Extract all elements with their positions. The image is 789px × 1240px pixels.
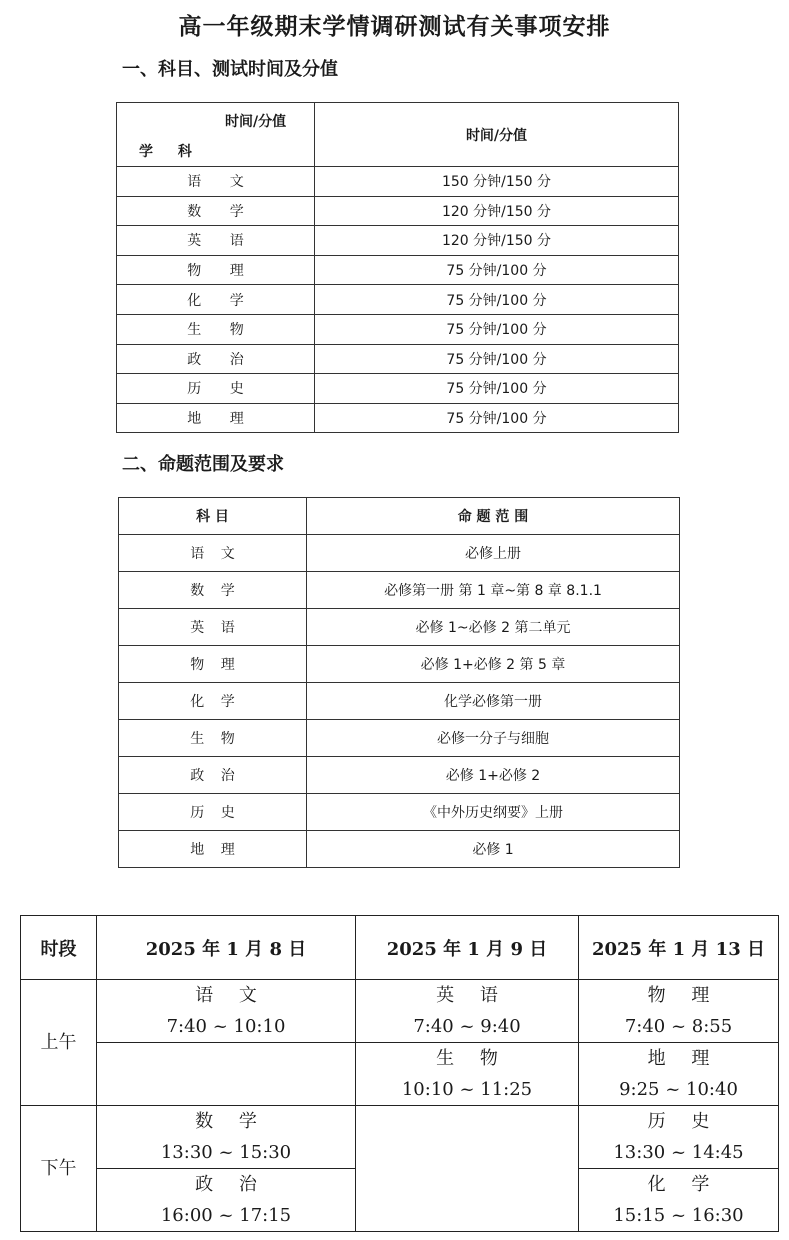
schedule-header-day3: 2025 年 1 月 13 日 xyxy=(579,916,779,980)
exam-time: 7:40 ~ 9:40 xyxy=(413,1016,521,1037)
exam-subject: 语 文 xyxy=(195,985,267,1006)
schedule-cell xyxy=(579,1106,779,1169)
table-row xyxy=(117,196,679,226)
subject-cell: 地 理 xyxy=(119,831,307,868)
value-cell: 75 分钟/100 分 xyxy=(315,374,679,404)
table-row xyxy=(119,609,680,646)
subject-cell: 英 语 xyxy=(119,609,307,646)
exam-subject: 政 治 xyxy=(195,1174,267,1195)
table-row xyxy=(119,535,680,572)
exam-subject: 数 学 xyxy=(195,1111,267,1132)
subject-cell: 政 治 xyxy=(117,344,315,374)
table-row xyxy=(119,720,680,757)
schedule-cell xyxy=(97,1106,356,1169)
exam-time: 16:00 ~ 17:15 xyxy=(160,1205,292,1226)
table-row xyxy=(117,344,679,374)
scope-cell: 必修 1+必修 2 第 5 章 xyxy=(307,646,680,683)
table-row xyxy=(21,1106,779,1169)
exam-time: 10:10 ~ 11:25 xyxy=(401,1079,533,1100)
period-afternoon: 下午 xyxy=(21,1106,97,1232)
table-row xyxy=(119,646,680,683)
table-row xyxy=(117,403,679,433)
schedule-header-day1: 2025 年 1 月 8 日 xyxy=(97,916,356,980)
subject-cell: 数 学 xyxy=(119,572,307,609)
table-row xyxy=(119,757,680,794)
table-row xyxy=(119,683,680,720)
subject-cell: 数 学 xyxy=(117,196,315,226)
table-row xyxy=(117,374,679,404)
scope-cell: 《中外历史纲要》上册 xyxy=(307,794,680,831)
exam-subject: 物 理 xyxy=(647,985,720,1006)
table1-header: 时间/分值 xyxy=(315,103,679,167)
scope-cell: 必修 1 xyxy=(307,831,680,868)
period-morning: 上午 xyxy=(21,980,97,1106)
table-row xyxy=(21,1043,779,1106)
subject-time-score-table xyxy=(116,102,679,433)
value-cell: 120 分钟/150 分 xyxy=(315,196,679,226)
section-heading-2: 二、命题范围及要求 xyxy=(122,454,284,475)
table-row xyxy=(21,980,779,1043)
schedule-cell xyxy=(579,1169,779,1232)
schedule-cell xyxy=(356,1043,579,1106)
subject-cell: 语 文 xyxy=(119,535,307,572)
schedule-cell xyxy=(97,980,356,1043)
table1-corner-bottom: 学 科 xyxy=(139,144,202,160)
table-row xyxy=(119,831,680,868)
schedule-cell xyxy=(579,980,779,1043)
table1-corner-top: 时间/分值 xyxy=(225,114,287,130)
subject-cell: 化 学 xyxy=(119,683,307,720)
value-cell: 75 分钟/100 分 xyxy=(315,255,679,285)
subject-cell: 物 理 xyxy=(117,255,315,285)
subject-cell: 英 语 xyxy=(117,226,315,256)
exam-scope-table xyxy=(118,497,680,868)
scope-cell: 必修 1+必修 2 xyxy=(307,757,680,794)
exam-subject: 英 语 xyxy=(436,985,508,1006)
subject-cell: 物 理 xyxy=(119,646,307,683)
exam-subject: 历 史 xyxy=(647,1111,720,1132)
table-row xyxy=(117,285,679,315)
exam-time: 9:25 ~ 10:40 xyxy=(619,1079,738,1100)
subject-cell: 语 文 xyxy=(117,167,315,197)
subject-cell: 历 史 xyxy=(117,374,315,404)
table-row xyxy=(119,572,680,609)
exam-schedule-table xyxy=(20,915,779,1232)
schedule-cell-empty xyxy=(97,1043,356,1106)
exam-time: 15:15 ~ 16:30 xyxy=(613,1205,744,1226)
scope-cell: 必修第一册 第 1 章~第 8 章 8.1.1 xyxy=(307,572,680,609)
exam-time: 7:40 ~ 10:10 xyxy=(166,1016,286,1037)
schedule-cell xyxy=(97,1169,356,1232)
table1-corner-cell xyxy=(117,103,315,167)
subject-cell: 地 理 xyxy=(117,403,315,433)
table2-header-scope: 命 题 范 围 xyxy=(307,498,680,535)
subject-cell: 政 治 xyxy=(119,757,307,794)
exam-subject: 生 物 xyxy=(436,1048,508,1069)
value-cell: 75 分钟/100 分 xyxy=(315,314,679,344)
schedule-header-period: 时段 xyxy=(21,916,97,980)
table-row xyxy=(117,167,679,197)
scope-cell: 必修 1~必修 2 第二单元 xyxy=(307,609,680,646)
exam-time: 13:30 ~ 14:45 xyxy=(613,1142,744,1163)
table-row xyxy=(119,794,680,831)
schedule-cell-empty xyxy=(356,1106,579,1232)
subject-cell: 生 物 xyxy=(117,314,315,344)
value-cell: 150 分钟/150 分 xyxy=(315,167,679,197)
exam-time: 7:40 ~ 8:55 xyxy=(624,1016,733,1037)
scope-cell: 必修一分子与细胞 xyxy=(307,720,680,757)
subject-cell: 历 史 xyxy=(119,794,307,831)
value-cell: 75 分钟/100 分 xyxy=(315,344,679,374)
table-row xyxy=(117,255,679,285)
page-title: 高一年级期末学情调研测试有关事项安排 xyxy=(178,14,611,40)
scope-cell: 必修上册 xyxy=(307,535,680,572)
table2-header-subject: 科 目 xyxy=(119,498,307,535)
exam-subject: 地 理 xyxy=(647,1048,720,1069)
value-cell: 120 分钟/150 分 xyxy=(315,226,679,256)
value-cell: 75 分钟/100 分 xyxy=(315,403,679,433)
table-row xyxy=(117,226,679,256)
value-cell: 75 分钟/100 分 xyxy=(315,285,679,315)
subject-cell: 生 物 xyxy=(119,720,307,757)
schedule-cell xyxy=(579,1043,779,1106)
section-heading-1: 一、科目、测试时间及分值 xyxy=(122,59,338,80)
scope-cell: 化学必修第一册 xyxy=(307,683,680,720)
schedule-header-day2: 2025 年 1 月 9 日 xyxy=(356,916,579,980)
schedule-cell xyxy=(356,980,579,1043)
exam-time: 13:30 ~ 15:30 xyxy=(160,1142,292,1163)
exam-subject: 化 学 xyxy=(647,1174,720,1195)
subject-cell: 化 学 xyxy=(117,285,315,315)
table-row xyxy=(117,314,679,344)
